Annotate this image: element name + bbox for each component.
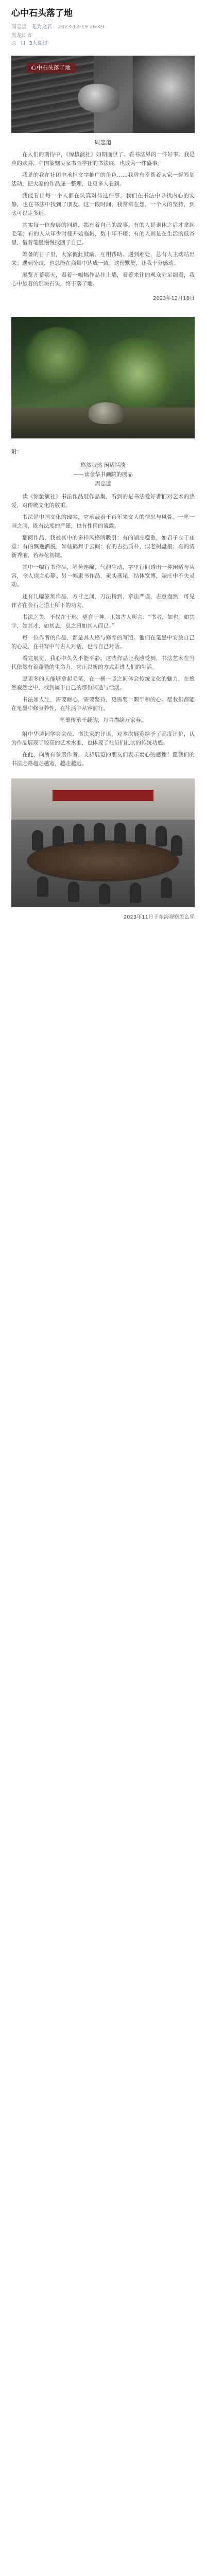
location-text: 黑龙江省: [11, 33, 32, 39]
person: [161, 877, 172, 898]
article-body-part1: [0, 150, 206, 301]
paragraph: 书法如人生，需要耐心，需要坚持，更需要一颗平和的心。愿我们都能在笔墨中修身养性，在生活中从容前行。: [11, 697, 195, 711]
paragraph: 书法是中国文化的瑰宝，它承载着千百年来文人的情思与风骨。一笔一画之间，既有法度的严谨，也有性情的流露。: [11, 514, 195, 529]
hero-banner: 心中石头落了地: [26, 63, 76, 73]
paragraph: 书法之美，不仅在于形，更在于神。正如古人所言：“书者，如也。如其学，如其才，如其志，总之曰如其人而已。”: [11, 614, 195, 629]
poem-subtitle: ——读金华书画院的展品: [73, 471, 133, 478]
hero-stone: [78, 84, 119, 112]
paragraph: 其中一幅行书作品，笔势连绵，气韵生动，字里行间透出一种闲适与从容，令人读之心静。另一幅隶书作品，蚕头燕尾，结体宽博，端庄中不失灵动。: [11, 564, 195, 588]
paragraph: 附中华诗词学会会员、书法家的评语，对本次展览给予了高度评价，认为作品展现了较高的艺术水准，也体现了社员们扎实的传统功底。: [11, 731, 195, 746]
poem-heading: [11, 461, 195, 488]
date-line-1: 2023年12月18日: [153, 296, 195, 301]
poem-author: 周忠道: [95, 481, 111, 487]
paragraph: 我是的我在社团中承担文字推广的角色……我曾有幸帮着大家一起筹划活动，把大家的作品逐一整理，让更多人看到。: [11, 172, 195, 187]
person: [37, 876, 48, 897]
foliage-right: [97, 337, 179, 410]
paragraph: 展览开幕那天，看着一幅幅作品挂上墙，看着来往的观众驻足细看，我心中悬着的那块石头，终于落了地。: [11, 272, 195, 287]
author-name: 周忠道: [11, 24, 27, 30]
paragraph: 在人们的期待中，《惊蛰演社》如期面世了。看书法界的一件好事。我是真的欢喜，中国篆刻吴家书画学社的书法展，也成为一件盛事。: [11, 151, 195, 166]
group-photo: [11, 778, 195, 907]
paragraph: 筹备的日子里，大家彼此鼓励、互相帮助。遇到难处，总有人主动站出来；遇到分歧，也总能在商量中达成一致。这份默契，让我十分感动。: [11, 251, 195, 266]
tags-row: [11, 40, 195, 47]
paragraph: 在此，向所有参展作者、支持展览的朋友们表示衷心的感谢！愿我们的书法之路越走越宽，越走越远。: [11, 752, 195, 767]
verse-line: 笔墨传承千载韵，丹青描绘万家春。: [60, 717, 146, 723]
paragraph: 我能看出每一个人都在认真对待这件事。我们在书法中寻找内心的安静，也在书法中找到了朋友。这一段时间，我常常在想，一个人的坚持，到底可以走多远。: [11, 193, 195, 216]
tag-1[interactable]: 3人阅过: [29, 41, 48, 46]
paragraph: 读《惊蛰演社》书法作品展作品集，看到的是书法爱好者们对艺术的热爱，对传统文化的敬重。: [11, 494, 195, 509]
article-body-part2: [0, 448, 206, 768]
paragraph: 愿更多的人能够拿起毛笔，在一横一竖之间体会传统文化的魅力，在悠然寂然之中，找到属于自己的那份闲适与恬淡。: [11, 676, 195, 691]
foliage-left: [22, 327, 94, 389]
read-icon: ◎: [11, 41, 16, 46]
hero-image: [11, 56, 195, 133]
account-link[interactable]: 无为之君: [31, 24, 53, 30]
paragraph: 还有几幅篆刻作品，方寸之间，刀法精到，章法严谨，古意盎然，可见作者在金石之道上所下的功夫。: [11, 594, 195, 608]
note-label: 附：: [11, 449, 22, 455]
person: [114, 823, 126, 843]
person: [32, 830, 43, 851]
paragraph: 翻阅作品，我被其中的多样风格所吸引：有的端庄稳重，如君子立于庙堂；有的飘逸洒脱，如仙鹤舞于云间；有的古拙质朴，似老树盘根；有的清新秀丽，若春花初绽。: [11, 535, 195, 558]
byline: 周忠道: [94, 139, 112, 146]
hero-bg-right: [133, 56, 195, 133]
person: [94, 823, 105, 843]
rock: [89, 402, 125, 424]
article-title: 心中石头落了地: [11, 8, 73, 19]
footer-date: 2023年11月于东海观察怎么坐: [123, 914, 195, 920]
article-meta: [11, 23, 195, 47]
article-header: [0, 0, 206, 50]
meeting-table: [27, 840, 179, 882]
photo-banner: [53, 790, 153, 801]
person: [130, 883, 141, 903]
tag-0[interactable]: 口: [20, 41, 26, 46]
landscape-photo: [11, 317, 195, 438]
person: [156, 826, 167, 846]
person: [73, 824, 84, 844]
paragraph: 其实每一位参展的同道，都有着自己的故事。有的人是退休之后才拿起毛笔；有的人从年少时便开始临帖，数十年不辍；有的人则是在生活的低谷里，借着笔墨慢慢找回了自己。: [11, 222, 195, 246]
person: [68, 882, 79, 902]
publish-time: 2023-12-19 16:49: [58, 24, 105, 30]
paragraph: 看完展览，我心中久久不能平静。这些作品让我感受到，书法艺术在当代依然有着蓬勃的生命力，它正以新的方式走进人们的生活。: [11, 655, 195, 670]
person: [135, 824, 146, 844]
person: [171, 835, 182, 856]
paragraph: 每一位作者的作品，都是其人格与修养的写照。他们在笔墨中安放自己的心灵，在书写中与古人对话，也与自己对话。: [11, 635, 195, 650]
poem-title: 悠然寂然 闲适恬淡: [80, 462, 126, 468]
person: [99, 884, 110, 904]
person: [53, 826, 64, 846]
